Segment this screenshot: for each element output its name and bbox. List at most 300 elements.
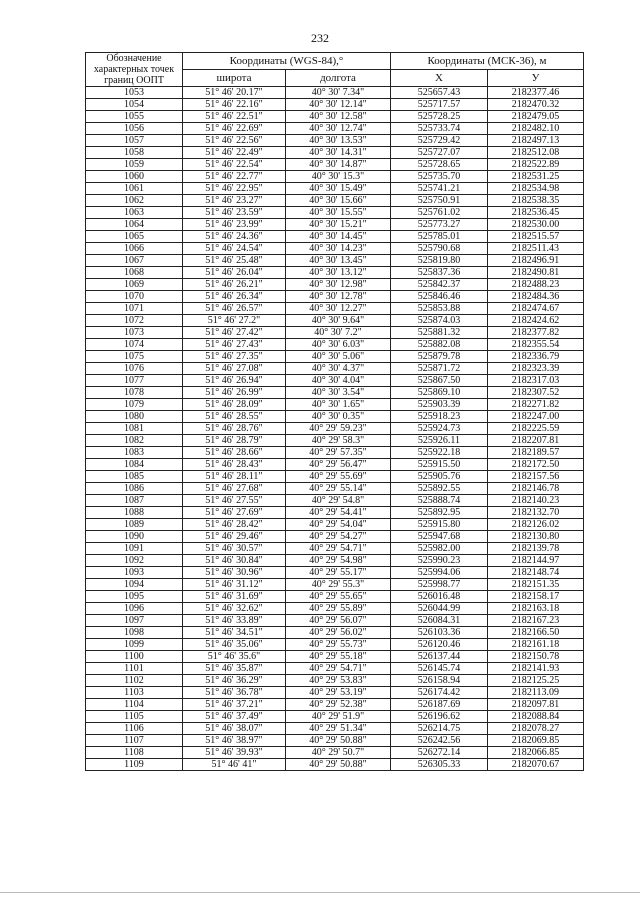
y-coordinate-cell: 2182126.02 — [488, 519, 584, 531]
point-id-cell: 1100 — [86, 651, 183, 663]
longitude-cell: 40° 29' 51.34" — [286, 723, 391, 735]
y-coordinate-cell: 2182531.25 — [488, 171, 584, 183]
latitude-cell: 51° 46' 30.57" — [183, 543, 286, 555]
latitude-cell: 51° 46' 22.51" — [183, 111, 286, 123]
longitude-cell: 40° 29' 54.04" — [286, 519, 391, 531]
y-coordinate-cell: 2182069.85 — [488, 735, 584, 747]
x-coordinate-cell: 525892.95 — [391, 507, 488, 519]
table-row — [86, 663, 584, 675]
longitude-cell: 40° 30' 15.21" — [286, 219, 391, 231]
point-id-cell: 1077 — [86, 375, 183, 387]
longitude-cell: 40° 30' 12.14" — [286, 99, 391, 111]
x-coordinate-cell: 525998.77 — [391, 579, 488, 591]
table-row — [86, 267, 584, 279]
point-id-cell: 1078 — [86, 387, 183, 399]
longitude-cell: 40° 30' 7.34" — [286, 87, 391, 99]
longitude-cell: 40° 30' 12.58" — [286, 111, 391, 123]
longitude-cell: 40° 29' 50.88" — [286, 759, 391, 771]
y-coordinate-cell: 2182512.08 — [488, 147, 584, 159]
y-coordinate-cell: 2182497.13 — [488, 135, 584, 147]
x-coordinate-cell: 526272.14 — [391, 747, 488, 759]
latitude-cell: 51° 46' 28.76" — [183, 423, 286, 435]
table-row — [86, 447, 584, 459]
latitude-cell: 51° 46' 26.21" — [183, 279, 286, 291]
x-coordinate-cell: 525918.23 — [391, 411, 488, 423]
y-coordinate-cell: 2182377.46 — [488, 87, 584, 99]
latitude-cell: 51° 46' 39.93" — [183, 747, 286, 759]
table-row — [86, 351, 584, 363]
table-row — [86, 495, 584, 507]
table-row — [86, 531, 584, 543]
point-id-cell: 1056 — [86, 123, 183, 135]
point-id-cell: 1064 — [86, 219, 183, 231]
point-id-cell: 1072 — [86, 315, 183, 327]
longitude-cell: 40° 29' 54.27" — [286, 531, 391, 543]
x-coordinate-cell: 526214.75 — [391, 723, 488, 735]
x-coordinate-cell: 525773.27 — [391, 219, 488, 231]
point-id-cell: 1089 — [86, 519, 183, 531]
y-coordinate-cell: 2182479.05 — [488, 111, 584, 123]
point-id-cell: 1059 — [86, 159, 183, 171]
point-id-cell: 1057 — [86, 135, 183, 147]
table-row — [86, 651, 584, 663]
latitude-cell: 51° 46' 27.43" — [183, 339, 286, 351]
table-row — [86, 291, 584, 303]
table-row — [86, 759, 584, 771]
x-coordinate-cell: 525892.55 — [391, 483, 488, 495]
point-id-cell: 1102 — [86, 675, 183, 687]
latitude-cell: 51° 46' 28.42" — [183, 519, 286, 531]
longitude-cell: 40° 30' 5.06" — [286, 351, 391, 363]
longitude-cell: 40° 30' 4.04" — [286, 375, 391, 387]
longitude-cell: 40° 29' 58.3" — [286, 435, 391, 447]
x-coordinate-cell: 526196.62 — [391, 711, 488, 723]
latitude-cell: 51° 46' 32.62" — [183, 603, 286, 615]
latitude-cell: 51° 46' 30.84" — [183, 555, 286, 567]
table-row — [86, 675, 584, 687]
longitude-cell: 40° 29' 56.07" — [286, 615, 391, 627]
latitude-cell: 51° 46' 26.57" — [183, 303, 286, 315]
latitude-cell: 51° 46' 26.94" — [183, 375, 286, 387]
point-id-cell: 1091 — [86, 543, 183, 555]
header-x: X — [391, 70, 488, 87]
point-id-cell: 1070 — [86, 291, 183, 303]
header-wgs84: Координаты (WGS-84),° — [183, 53, 391, 70]
x-coordinate-cell: 525879.78 — [391, 351, 488, 363]
table-row — [86, 423, 584, 435]
table-row — [86, 315, 584, 327]
y-coordinate-cell: 2182166.50 — [488, 627, 584, 639]
table-row — [86, 543, 584, 555]
latitude-cell: 51° 46' 22.54" — [183, 159, 286, 171]
latitude-cell: 51° 46' 28.09" — [183, 399, 286, 411]
table-row — [86, 711, 584, 723]
table-row — [86, 735, 584, 747]
y-coordinate-cell: 2182488.23 — [488, 279, 584, 291]
x-coordinate-cell: 525982.00 — [391, 543, 488, 555]
x-coordinate-cell: 525926.11 — [391, 435, 488, 447]
table-row — [86, 243, 584, 255]
table-row — [86, 195, 584, 207]
x-coordinate-cell: 525846.46 — [391, 291, 488, 303]
table-row — [86, 639, 584, 651]
table-row — [86, 507, 584, 519]
x-coordinate-cell: 526305.33 — [391, 759, 488, 771]
latitude-cell: 51° 46' 28.43" — [183, 459, 286, 471]
table-row — [86, 387, 584, 399]
longitude-cell: 40° 29' 55.89" — [286, 603, 391, 615]
longitude-cell: 40° 29' 55.17" — [286, 567, 391, 579]
point-id-cell: 1076 — [86, 363, 183, 375]
x-coordinate-cell: 525915.50 — [391, 459, 488, 471]
x-coordinate-cell: 525903.39 — [391, 399, 488, 411]
y-coordinate-cell: 2182490.81 — [488, 267, 584, 279]
y-coordinate-cell: 2182163.18 — [488, 603, 584, 615]
latitude-cell: 51° 46' 22.16" — [183, 99, 286, 111]
longitude-cell: 40° 29' 55.14" — [286, 483, 391, 495]
latitude-cell: 51° 46' 28.11" — [183, 471, 286, 483]
point-id-cell: 1105 — [86, 711, 183, 723]
y-coordinate-cell: 2182148.74 — [488, 567, 584, 579]
y-coordinate-cell: 2182207.81 — [488, 435, 584, 447]
y-coordinate-cell: 2182355.54 — [488, 339, 584, 351]
table-row — [86, 627, 584, 639]
latitude-cell: 51° 46' 30.96" — [183, 567, 286, 579]
point-id-cell: 1068 — [86, 267, 183, 279]
y-coordinate-cell: 2182158.17 — [488, 591, 584, 603]
y-coordinate-cell: 2182225.59 — [488, 423, 584, 435]
latitude-cell: 51° 46' 37.49" — [183, 711, 286, 723]
latitude-cell: 51° 46' 38.97" — [183, 735, 286, 747]
longitude-cell: 40° 29' 55.3" — [286, 579, 391, 591]
latitude-cell: 51° 46' 35.06" — [183, 639, 286, 651]
x-coordinate-cell: 525761.02 — [391, 207, 488, 219]
longitude-cell: 40° 29' 50.88" — [286, 735, 391, 747]
table-row — [86, 603, 584, 615]
coordinates-table — [85, 52, 584, 771]
point-id-cell: 1060 — [86, 171, 183, 183]
x-coordinate-cell: 525905.76 — [391, 471, 488, 483]
longitude-cell: 40° 29' 56.02" — [286, 627, 391, 639]
y-coordinate-cell: 2182113.09 — [488, 687, 584, 699]
x-coordinate-cell: 525735.70 — [391, 171, 488, 183]
table-row — [86, 459, 584, 471]
x-coordinate-cell: 525924.73 — [391, 423, 488, 435]
latitude-cell: 51° 46' 36.78" — [183, 687, 286, 699]
longitude-cell: 40° 30' 12.98" — [286, 279, 391, 291]
point-id-cell: 1062 — [86, 195, 183, 207]
latitude-cell: 51° 46' 22.95" — [183, 183, 286, 195]
table-row — [86, 183, 584, 195]
y-coordinate-cell: 2182538.35 — [488, 195, 584, 207]
point-id-cell: 1067 — [86, 255, 183, 267]
longitude-cell: 40° 29' 55.65" — [286, 591, 391, 603]
point-id-cell: 1106 — [86, 723, 183, 735]
y-coordinate-cell: 2182530.00 — [488, 219, 584, 231]
y-coordinate-cell: 2182424.62 — [488, 315, 584, 327]
y-coordinate-cell: 2182482.10 — [488, 123, 584, 135]
x-coordinate-cell: 525882.08 — [391, 339, 488, 351]
point-id-cell: 1063 — [86, 207, 183, 219]
x-coordinate-cell: 526044.99 — [391, 603, 488, 615]
table-row — [86, 471, 584, 483]
point-id-cell: 1079 — [86, 399, 183, 411]
latitude-cell: 51° 46' 23.99" — [183, 219, 286, 231]
table-row — [86, 435, 584, 447]
longitude-cell: 40° 30' 15.3" — [286, 171, 391, 183]
x-coordinate-cell: 525922.18 — [391, 447, 488, 459]
table-row — [86, 231, 584, 243]
x-coordinate-cell: 525785.01 — [391, 231, 488, 243]
table-row — [86, 99, 584, 111]
x-coordinate-cell: 526242.56 — [391, 735, 488, 747]
table-row — [86, 219, 584, 231]
y-coordinate-cell: 2182496.91 — [488, 255, 584, 267]
table-row — [86, 699, 584, 711]
point-id-cell: 1084 — [86, 459, 183, 471]
longitude-cell: 40° 29' 54.98" — [286, 555, 391, 567]
latitude-cell: 51° 46' 35.6" — [183, 651, 286, 663]
y-coordinate-cell: 2182377.82 — [488, 327, 584, 339]
x-coordinate-cell: 525728.25 — [391, 111, 488, 123]
page-number: 232 — [311, 31, 329, 45]
y-coordinate-cell: 2182146.78 — [488, 483, 584, 495]
x-coordinate-cell: 525750.91 — [391, 195, 488, 207]
longitude-cell: 40° 29' 54.71" — [286, 543, 391, 555]
x-coordinate-cell: 526145.74 — [391, 663, 488, 675]
point-id-cell: 1098 — [86, 627, 183, 639]
header-designation: Обозначение характерных точек границ ООПТ — [86, 53, 183, 87]
longitude-cell: 40° 29' 56.47" — [286, 459, 391, 471]
point-id-cell: 1055 — [86, 111, 183, 123]
x-coordinate-cell: 525717.57 — [391, 99, 488, 111]
point-id-cell: 1093 — [86, 567, 183, 579]
y-coordinate-cell: 2182066.85 — [488, 747, 584, 759]
point-id-cell: 1094 — [86, 579, 183, 591]
latitude-cell: 51° 46' 29.46" — [183, 531, 286, 543]
latitude-cell: 51° 46' 27.68" — [183, 483, 286, 495]
table-row — [86, 747, 584, 759]
longitude-cell: 40° 29' 54.41" — [286, 507, 391, 519]
page-bottom-rule — [0, 892, 640, 893]
y-coordinate-cell: 2182189.57 — [488, 447, 584, 459]
latitude-cell: 51° 46' 24.54" — [183, 243, 286, 255]
latitude-cell: 51° 46' 27.42" — [183, 327, 286, 339]
x-coordinate-cell: 526084.31 — [391, 615, 488, 627]
point-id-cell: 1058 — [86, 147, 183, 159]
y-coordinate-cell: 2182511.43 — [488, 243, 584, 255]
latitude-cell: 51° 46' 20.17" — [183, 87, 286, 99]
x-coordinate-cell: 525729.42 — [391, 135, 488, 147]
table-row — [86, 147, 584, 159]
x-coordinate-cell: 525837.36 — [391, 267, 488, 279]
point-id-cell: 1069 — [86, 279, 183, 291]
x-coordinate-cell: 526174.42 — [391, 687, 488, 699]
table-row — [86, 615, 584, 627]
y-coordinate-cell: 2182534.98 — [488, 183, 584, 195]
table-row — [86, 255, 584, 267]
longitude-cell: 40° 30' 14.87" — [286, 159, 391, 171]
x-coordinate-cell: 525842.37 — [391, 279, 488, 291]
y-coordinate-cell: 2182515.57 — [488, 231, 584, 243]
x-coordinate-cell: 525733.74 — [391, 123, 488, 135]
latitude-cell: 51° 46' 25.48" — [183, 255, 286, 267]
y-coordinate-cell: 2182141.93 — [488, 663, 584, 675]
x-coordinate-cell: 525871.72 — [391, 363, 488, 375]
x-coordinate-cell: 525867.50 — [391, 375, 488, 387]
longitude-cell: 40° 30' 9.64" — [286, 315, 391, 327]
table-header — [86, 53, 584, 87]
latitude-cell: 51° 46' 31.12" — [183, 579, 286, 591]
longitude-cell: 40° 29' 53.83" — [286, 675, 391, 687]
latitude-cell: 51° 46' 28.66" — [183, 447, 286, 459]
longitude-cell: 40° 30' 6.03" — [286, 339, 391, 351]
latitude-cell: 51° 46' 27.69" — [183, 507, 286, 519]
point-id-cell: 1096 — [86, 603, 183, 615]
table-row — [86, 339, 584, 351]
table-row — [86, 399, 584, 411]
longitude-cell: 40° 30' 1.65" — [286, 399, 391, 411]
y-coordinate-cell: 2182307.52 — [488, 387, 584, 399]
longitude-cell: 40° 29' 50.7" — [286, 747, 391, 759]
y-coordinate-cell: 2182317.03 — [488, 375, 584, 387]
longitude-cell: 40° 30' 7.2" — [286, 327, 391, 339]
point-id-cell: 1081 — [86, 423, 183, 435]
point-id-cell: 1109 — [86, 759, 183, 771]
latitude-cell: 51° 46' 22.49" — [183, 147, 286, 159]
y-coordinate-cell: 2182078.27 — [488, 723, 584, 735]
point-id-cell: 1090 — [86, 531, 183, 543]
latitude-cell: 51° 46' 22.77" — [183, 171, 286, 183]
latitude-cell: 51° 46' 41" — [183, 759, 286, 771]
y-coordinate-cell: 2182474.67 — [488, 303, 584, 315]
header-latitude: широта — [183, 70, 286, 87]
longitude-cell: 40° 30' 4.37" — [286, 363, 391, 375]
y-coordinate-cell: 2182536.45 — [488, 207, 584, 219]
y-coordinate-cell: 2182088.84 — [488, 711, 584, 723]
point-id-cell: 1097 — [86, 615, 183, 627]
table-row — [86, 411, 584, 423]
x-coordinate-cell: 525947.68 — [391, 531, 488, 543]
latitude-cell: 51° 46' 34.51" — [183, 627, 286, 639]
table-row — [86, 519, 584, 531]
table-row — [86, 123, 584, 135]
longitude-cell: 40° 30' 13.53" — [286, 135, 391, 147]
y-coordinate-cell: 2182132.70 — [488, 507, 584, 519]
x-coordinate-cell: 526158.94 — [391, 675, 488, 687]
longitude-cell: 40° 29' 55.18" — [286, 651, 391, 663]
table-row — [86, 591, 584, 603]
latitude-cell: 51° 46' 26.34" — [183, 291, 286, 303]
point-id-cell: 1065 — [86, 231, 183, 243]
latitude-cell: 51° 46' 24.36" — [183, 231, 286, 243]
longitude-cell: 40° 30' 12.78" — [286, 291, 391, 303]
y-coordinate-cell: 2182125.25 — [488, 675, 584, 687]
latitude-cell: 51° 46' 27.2" — [183, 315, 286, 327]
latitude-cell: 51° 46' 27.35" — [183, 351, 286, 363]
y-coordinate-cell: 2182070.67 — [488, 759, 584, 771]
y-coordinate-cell: 2182484.36 — [488, 291, 584, 303]
header-longitude: долгота — [286, 70, 391, 87]
point-id-cell: 1101 — [86, 663, 183, 675]
y-coordinate-cell: 2182140.23 — [488, 495, 584, 507]
x-coordinate-cell: 525853.88 — [391, 303, 488, 315]
header-msk36: Координаты (МСК-36), м — [391, 53, 584, 70]
longitude-cell: 40° 30' 15.49" — [286, 183, 391, 195]
table-row — [86, 579, 584, 591]
table-row — [86, 207, 584, 219]
table-row — [86, 375, 584, 387]
y-coordinate-cell: 2182172.50 — [488, 459, 584, 471]
latitude-cell: 51° 46' 35.87" — [183, 663, 286, 675]
latitude-cell: 51° 46' 22.69" — [183, 123, 286, 135]
table-row — [86, 327, 584, 339]
y-coordinate-cell: 2182470.32 — [488, 99, 584, 111]
latitude-cell: 51° 46' 26.04" — [183, 267, 286, 279]
point-id-cell: 1061 — [86, 183, 183, 195]
table-row — [86, 171, 584, 183]
latitude-cell: 51° 46' 22.56" — [183, 135, 286, 147]
x-coordinate-cell: 525790.68 — [391, 243, 488, 255]
latitude-cell: 51° 46' 33.89" — [183, 615, 286, 627]
longitude-cell: 40° 29' 51.9" — [286, 711, 391, 723]
longitude-cell: 40° 30' 12.74" — [286, 123, 391, 135]
x-coordinate-cell: 526120.46 — [391, 639, 488, 651]
y-coordinate-cell: 2182130.80 — [488, 531, 584, 543]
point-id-cell: 1074 — [86, 339, 183, 351]
point-id-cell: 1099 — [86, 639, 183, 651]
latitude-cell: 51° 46' 23.59" — [183, 207, 286, 219]
latitude-cell: 51° 46' 27.08" — [183, 363, 286, 375]
longitude-cell: 40° 29' 53.19" — [286, 687, 391, 699]
point-id-cell: 1108 — [86, 747, 183, 759]
latitude-cell: 51° 46' 23.27" — [183, 195, 286, 207]
table-row — [86, 363, 584, 375]
longitude-cell: 40° 29' 54.71" — [286, 663, 391, 675]
x-coordinate-cell: 525881.32 — [391, 327, 488, 339]
table-body — [86, 87, 584, 771]
x-coordinate-cell: 525869.10 — [391, 387, 488, 399]
longitude-cell: 40° 29' 52.38" — [286, 699, 391, 711]
longitude-cell: 40° 30' 13.12" — [286, 267, 391, 279]
point-id-cell: 1107 — [86, 735, 183, 747]
longitude-cell: 40° 30' 14.31" — [286, 147, 391, 159]
point-id-cell: 1053 — [86, 87, 183, 99]
point-id-cell: 1086 — [86, 483, 183, 495]
y-coordinate-cell: 2182161.18 — [488, 639, 584, 651]
longitude-cell: 40° 29' 57.35" — [286, 447, 391, 459]
y-coordinate-cell: 2182167.23 — [488, 615, 584, 627]
longitude-cell: 40° 30' 14.23" — [286, 243, 391, 255]
longitude-cell: 40° 29' 55.69" — [286, 471, 391, 483]
x-coordinate-cell: 525915.80 — [391, 519, 488, 531]
longitude-cell: 40° 29' 59.23" — [286, 423, 391, 435]
point-id-cell: 1073 — [86, 327, 183, 339]
table-row — [86, 723, 584, 735]
x-coordinate-cell: 525819.80 — [391, 255, 488, 267]
point-id-cell: 1083 — [86, 447, 183, 459]
point-id-cell: 1080 — [86, 411, 183, 423]
longitude-cell: 40° 30' 3.54" — [286, 387, 391, 399]
point-id-cell: 1087 — [86, 495, 183, 507]
latitude-cell: 51° 46' 27.55" — [183, 495, 286, 507]
table-row — [86, 111, 584, 123]
y-coordinate-cell: 2182522.89 — [488, 159, 584, 171]
table-row — [86, 135, 584, 147]
y-coordinate-cell: 2182151.35 — [488, 579, 584, 591]
point-id-cell: 1088 — [86, 507, 183, 519]
x-coordinate-cell: 525727.07 — [391, 147, 488, 159]
